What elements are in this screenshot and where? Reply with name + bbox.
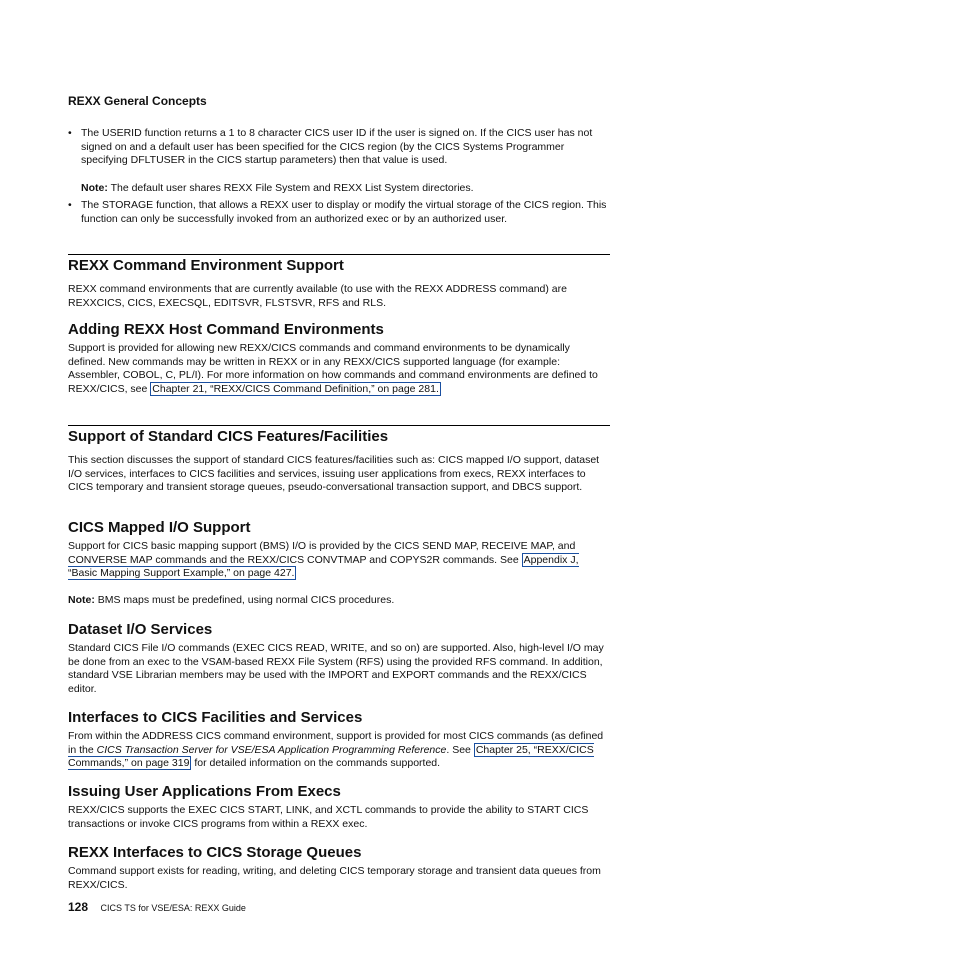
body-text: for detailed information on the commands supported. — [194, 757, 441, 770]
body-text: Support for CICS basic mapping support (BMS) I/O is provided by the CICS SEND MAP, RECEIVE MAP, and CONVERSE MAP commands and the REXX/CICS CONVTMAP and COPYS2R commands. See — [68, 540, 576, 566]
section-body — [68, 342, 610, 396]
note-default-user — [81, 182, 610, 196]
section-mapped-io — [68, 519, 610, 607]
section-body — [68, 730, 610, 771]
section-title: REXX Interfaces to CICS Storage Queues — [68, 844, 362, 861]
section-body — [68, 540, 610, 581]
section-title: CICS Mapped I/O Support — [68, 519, 251, 536]
section-body: Standard CICS File I/O commands (EXEC CICS READ, WRITE, and so on) are supported. Also, high-level I/O may be done from an exec to the VSAM-based REXX File System (RFS) using the provided RFS command. In addition, standard VSE Librarian members may be used with the IMPORT and EXPORT commands and the REXX/CICS editor. — [68, 642, 604, 695]
section-body: This section discusses the support of standard CICS features/facilities such as: CICS mapped I/O support, dataset I/O services, interfaces to CICS facilities and services, issuing user applications from execs, REXX interfaces to CICS temporary and transient storage queues, pseudo-conversational transaction support, and DBCS support. — [68, 454, 600, 494]
note-label: Note: — [81, 181, 108, 194]
section-interfaces — [68, 709, 610, 771]
section-title: Interfaces to CICS Facilities and Services — [68, 709, 363, 726]
section-dataset-io — [68, 621, 610, 696]
note-label: Note: — [68, 593, 95, 606]
section-body: Command support exists for reading, writing, and deleting CICS temporary storage and transient data queues from REXX/CICS. — [68, 865, 601, 891]
link-chapter-21[interactable]: Chapter 21, “REXX/CICS Command Definition,” on page 281. — [152, 382, 439, 395]
section-title: Dataset I/O Services — [68, 621, 213, 638]
bullet-userid: • The USERID function returns a 1 to 8 character CICS user ID if the user is signed on. If the CICS user has not signed on and a default user has been specified for the CICS region (by the CICS Systems Programmer specifying DFLTUSER in the CICS startup parameters) then that value is used. — [68, 127, 610, 168]
note-text: BMS maps must be predefined, using normal CICS procedures. — [97, 593, 395, 606]
section-adding-host-environments — [68, 321, 610, 396]
section-command-environment — [68, 254, 610, 310]
section-storage-queues — [68, 844, 610, 892]
link-appendix-j[interactable]: Appendix J, “Basic Mapping Support Example,” on page 427. — [68, 553, 579, 580]
body-text: Support is provided for allowing new REXX/CICS commands and command environments to be dynamically defined. New commands may be written in REXX or in any REXX/CICS supported language (for example: Assembler, COBOL, C, PL/I). For more information on how commands and command environments are defined to REXX/CICS, see — [68, 342, 598, 395]
section-title: Support of Standard CICS Features/Facilities — [68, 428, 389, 445]
book-title-italic: CICS Transaction Server for VSE/ESA Application Programming Reference — [96, 743, 447, 756]
body-text: . See — [446, 743, 471, 756]
body-text: From within the ADDRESS CICS command environment, support is provided for most CICS commands (as defined in the — [68, 730, 604, 756]
section-title: REXX Command Environment Support — [68, 257, 344, 274]
section-standard-features — [68, 425, 610, 495]
page-number: 128 — [68, 900, 89, 914]
note-text: The default user shares REXX File System and REXX List System directories. — [110, 181, 474, 194]
bullet-storage: • The STORAGE function, that allows a REXX user to display or modify the virtual storage of the CICS region. This function can only be successfully invoked from an authorized exec or by an authorized user. — [68, 199, 610, 226]
running-head: REXX General Concepts — [68, 94, 207, 108]
section-issuing-applications — [68, 783, 610, 831]
bullet-list — [68, 127, 610, 227]
section-title: Issuing User Applications From Execs — [68, 783, 341, 800]
book-title: CICS TS for VSE/ESA: REXX Guide — [100, 903, 246, 913]
note-bms — [68, 594, 610, 608]
section-body: REXX/CICS supports the EXEC CICS START, LINK, and XCTL commands to provide the ability to START CICS transactions or invoke CICS programs from within a REXX exec. — [68, 804, 589, 830]
section-body: REXX command environments that are currently available (to use with the REXX ADDRESS command) are REXXCICS, CICS, EXECSQL, EDITSVR, FLSTSVR, RFS and RLS. — [68, 283, 567, 309]
page-footer — [68, 900, 246, 914]
link-chapter-25[interactable]: Chapter 25, “REXX/CICS Commands,” on page 319 — [68, 743, 594, 770]
section-title: Adding REXX Host Command Environments — [68, 321, 384, 338]
